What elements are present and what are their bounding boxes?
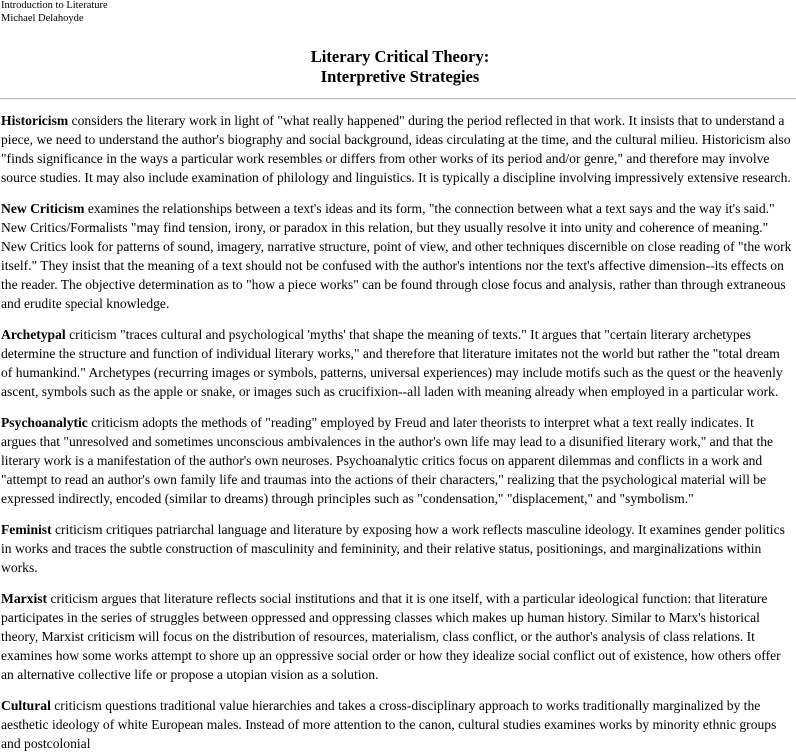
course-name: Introduction to Literature	[1, 0, 108, 11]
description: criticism critiques patriarchal language and literature by exposing how a work reflects masculine ideology. It examines gender politics in works and traces the subtle construction of masculinity and femininity, and their relative status, positionings, and marginalizations within works.	[1, 522, 785, 575]
paragraph-feminist	[0, 520, 796, 577]
paragraph-marxist	[0, 589, 796, 684]
title-line-2: Interpretive Strategies	[320, 67, 480, 86]
term: Feminist	[1, 522, 52, 537]
term: Archetypal	[1, 327, 66, 342]
content	[0, 111, 796, 753]
term: New Criticism	[1, 201, 85, 216]
course-header	[0, 0, 796, 25]
description: criticism adopts the methods of "reading" employed by Freud and later theorists to interpret what a text really indicates. It argues that "unresolved and sometimes unconscious ambivalences in the author's own life may lead to a disunified literary work," and that the literary work is a manifestation of the author's own neuroses. Psychoanalytic critics focus on apparent dilemmas and conflicts in a work and "attempt to read an author's own family life and traumas into the actions of their characters," realizing that the psychological material will be expressed indirectly, encoded (similar to dreams) through principles such as "condensation," "displacement," and "symbolism."	[1, 415, 774, 506]
description: criticism "traces cultural and psychological 'myths' that shape the meaning of texts." It argues that "certain literary archetypes determine the structure and function of individual literary works," and therefore that literature imitates not the world but rather the "total dream of humankind." Archetypes (recurring images or symbols, patterns, universal experiences) may include motifs such as the quest or the heavenly ascent, symbols such as the apple or snake, or images such as crucifixion--all laden with meaning already when employed in a particular work.	[1, 327, 783, 399]
description: criticism argues that literature reflects social institutions and that it is one itself, with a particular ideological function: that literature participates in the series of struggles between oppressed and oppressing classes which makes up human history. Similar to Marx's historical theory, Marxist criticism will focus on the distribution of resources, materialism, class conflict, or the author's analysis of class relations. It examines how some works attempt to shore up an oppressive social order or how they idealize social conflict out of existence, how others offer an alternative collective life or propose a utopian vision as a solution.	[1, 591, 781, 682]
paragraph-historicism	[0, 111, 796, 187]
author-name: Michael Delahoyde	[1, 13, 84, 24]
divider	[0, 98, 796, 100]
description: considers the literary work in light of "what really happened" during the period reflected in that work. It insists that to understand a piece, we need to understand the author's biography and social background, ideas circulating at the time, and the cultural milieu. Historicism also "finds significance in the ways a particular work resembles or differs from other works of its period and/or genre," and therefore may involve source studies. It may also include examination of philology and linguistics. It is typically a discipline involving impressively extensive research.	[1, 113, 791, 185]
paragraph-new-criticism	[0, 199, 796, 313]
term: Psychoanalytic	[1, 415, 88, 430]
paragraph-cultural	[0, 696, 796, 753]
page-title	[0, 47, 796, 87]
term: Marxist	[1, 591, 48, 606]
term: Historicism	[1, 113, 69, 128]
paragraph-archetypal	[0, 325, 796, 401]
paragraph-psychoanalytic	[0, 413, 796, 508]
description: criticism questions traditional value hierarchies and takes a cross-disciplinary approach to works traditionally marginalized by the aesthetic ideology of white European males. Instead of more attention to the canon, cultural studies examines works by minority ethnic groups and postcolonial	[1, 698, 777, 751]
title-line-1: Literary Critical Theory:	[310, 47, 490, 66]
description: examines the relationships between a text's ideas and its form, "the connection between what a text says and the way it's said." New Critics/Formalists "may find tension, irony, or paradox in this relation, but they usually resolve it into unity and coherence of meaning." New Critics look for patterns of sound, imagery, narrative structure, point of view, and other techniques discernible on close reading of "the work itself." They insist that the meaning of a text should not be confused with the author's intentions nor the text's affective dimension--its effects on the reader. The objective determination as to "how a piece works" can be found through close focus and analysis, rather than through extraneous and erudite special knowledge.	[1, 201, 792, 311]
term: Cultural	[1, 698, 51, 713]
